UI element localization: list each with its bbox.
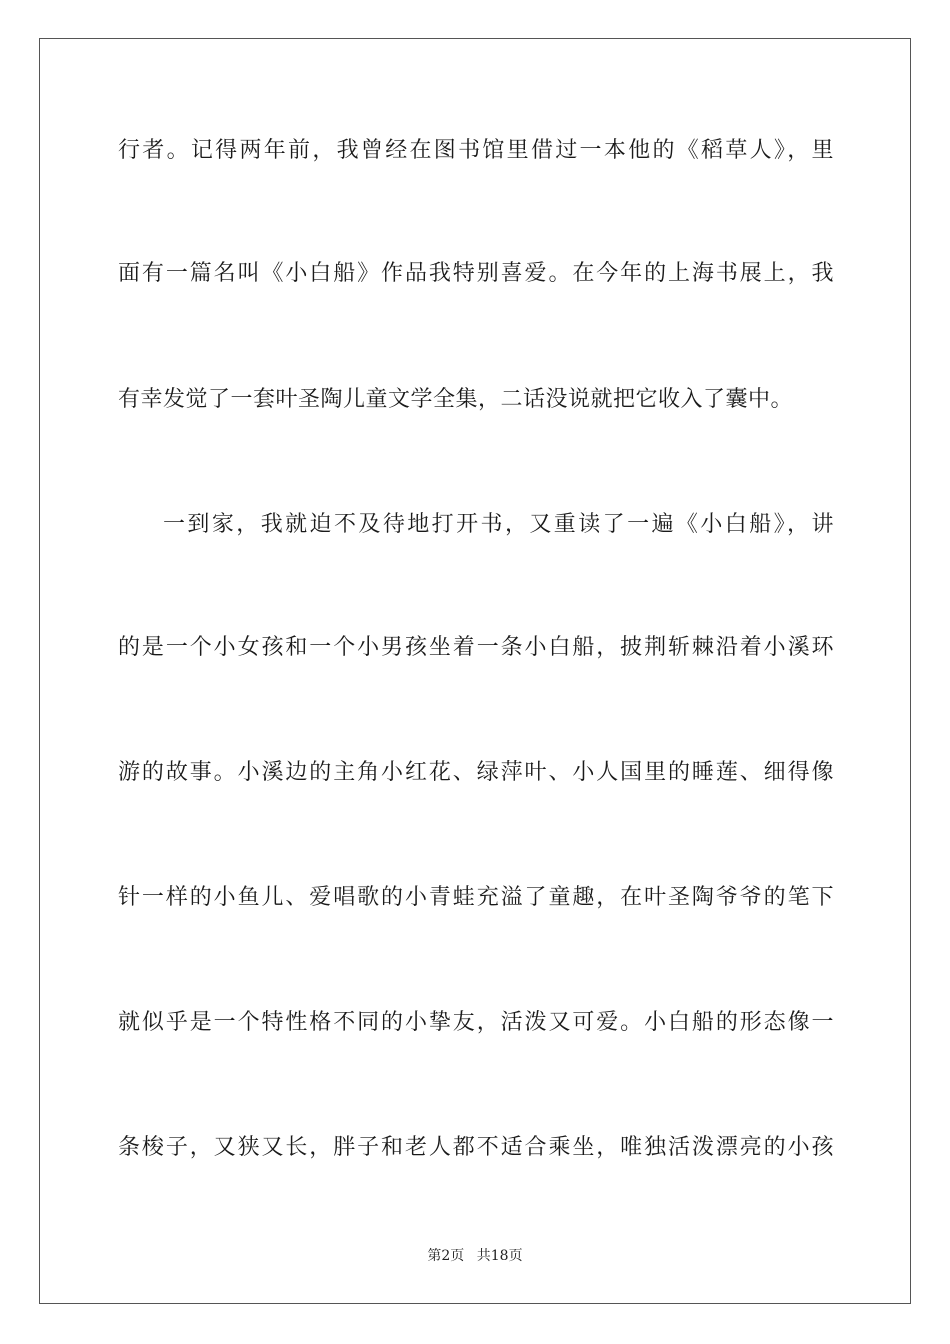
paragraph-line: 条梭子，又狭又长，胖子和老人都不适合乘坐，唯独活泼漂亮的小孩 (118, 1135, 834, 1160)
paragraph-line: 针一样的小鱼儿、爱唱歌的小青蛙充溢了童趣，在叶圣陶爷爷的笔下 (118, 885, 834, 910)
paragraph-line: 有幸发觉了一套叶圣陶儿童文学全集，二话没说就把它收入了囊中。 (118, 387, 794, 412)
page-border (39, 38, 911, 1304)
paragraph-line: 的是一个小女孩和一个小男孩坐着一条小白船，披荆斩棘沿着小溪环 (118, 635, 834, 660)
paragraph-line: 一到家，我就迫不及待地打开书，又重读了一遍《小白船》，讲 (163, 512, 834, 537)
paragraph-line: 行者。记得两年前，我曾经在图书馆里借过一本他的《稻草人》，里 (118, 138, 834, 163)
paragraph-line: 面有一篇名叫《小白船》作品我特别喜爱。在今年的上海书展上，我 (118, 261, 834, 286)
page-total: 共18页 (476, 1248, 523, 1264)
paragraph-line: 就似乎是一个特性格不同的小挚友，活泼又可爱。小白船的形态像一 (118, 1010, 834, 1035)
page-number: 第2页 (427, 1248, 465, 1264)
paragraph-line: 游的故事。小溪边的主角小红花、绿萍叶、小人国里的睡莲、细得像 (118, 760, 834, 785)
page-footer (0, 1246, 950, 1266)
